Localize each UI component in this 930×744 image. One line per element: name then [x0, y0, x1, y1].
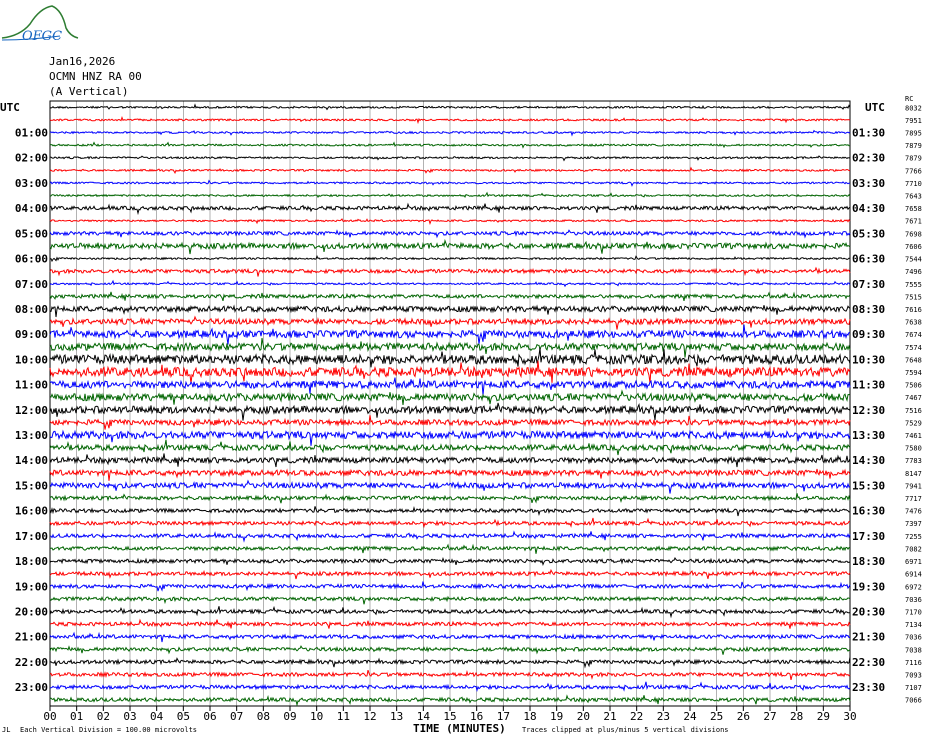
clip-note: Traces clipped at plus/minus 5 vertical divisions: [522, 726, 729, 734]
x-tick-label: 10: [310, 710, 324, 723]
scale-note: Each Vertical Division = 100.00 microvolts: [20, 726, 198, 734]
trace-count-label: 6914: [905, 570, 922, 579]
trace-count-label: 7710: [905, 179, 922, 188]
hour-label-left: 23:00: [14, 681, 48, 695]
trace-count-label: 7116: [905, 658, 922, 667]
trace-count-label: 7134: [905, 621, 922, 630]
x-tick-label: 24: [683, 710, 697, 723]
hour-label-right: 03:30: [852, 176, 886, 190]
x-tick-label: 04: [150, 710, 164, 723]
hour-label-right: 07:30: [852, 277, 886, 291]
hour-label-right: 09:30: [852, 328, 886, 342]
x-tick-label: 29: [816, 710, 830, 723]
x-tick-label: 00: [43, 710, 57, 723]
trace-count-label: 7036: [905, 633, 922, 642]
hour-label-right: 16:30: [852, 504, 886, 518]
trace-count-label: 7506: [905, 381, 922, 390]
x-tick-label: 30: [843, 710, 857, 723]
trace-count-header: RC: [905, 95, 914, 103]
hour-label-right: 15:30: [852, 479, 886, 493]
trace-count-label: 7107: [905, 684, 922, 693]
right-axis-title: UTC: [865, 101, 885, 114]
x-tick-label: 13: [390, 710, 404, 723]
trace-count-label: 8147: [905, 469, 922, 478]
hour-label-left: 21:00: [14, 630, 48, 644]
hour-label-left: 09:00: [14, 328, 48, 342]
trace-count-label: 7529: [905, 419, 922, 428]
hour-label-left: 15:00: [14, 479, 48, 493]
trace-count-label: 7066: [905, 696, 922, 705]
hour-label-right: 17:30: [852, 529, 886, 543]
hour-label-left: 02:00: [14, 151, 48, 165]
trace-count-label: 6971: [905, 558, 922, 567]
hour-label-right: 23:30: [852, 681, 886, 695]
trace-count-label: 7093: [905, 671, 922, 680]
hour-label-left: 16:00: [14, 504, 48, 518]
trace-count-label: 7895: [905, 129, 922, 138]
trace-count-label: 7467: [905, 394, 922, 403]
trace-count-label: 7082: [905, 545, 922, 554]
hour-label-right: 05:30: [852, 227, 886, 241]
trace-count-label: 7544: [905, 255, 922, 264]
hour-label-left: 03:00: [14, 176, 48, 190]
x-tick-label: 05: [176, 710, 190, 723]
trace-count-label: 7476: [905, 507, 922, 516]
x-tick-label: 27: [763, 710, 777, 723]
x-tick-label: 11: [336, 710, 350, 723]
trace-count-label: 7594: [905, 369, 922, 377]
x-tick-label: 14: [416, 710, 430, 723]
hour-label-right: 14:30: [852, 454, 886, 468]
logo-text: OFGC: [22, 29, 63, 44]
trace-count-label: 7658: [905, 205, 922, 214]
trace-count-label: 7717: [905, 495, 922, 503]
x-tick-label: 06: [203, 710, 217, 723]
hour-label-left: 22:00: [14, 655, 48, 669]
hour-label-right: 04:30: [852, 202, 886, 216]
component-label: (A Vertical): [49, 85, 129, 98]
hour-label-right: 11:30: [852, 378, 886, 392]
hour-label-right: 13:30: [852, 429, 886, 442]
hour-label-right: 06:30: [852, 252, 886, 266]
trace-count-label: 7951: [905, 116, 922, 125]
trace-count-label: 7638: [905, 318, 922, 327]
hour-label-left: 18:00: [14, 555, 48, 569]
x-tick-label: 12: [363, 710, 377, 723]
x-tick-label: 20: [576, 710, 590, 723]
x-tick-label: 01: [70, 710, 84, 723]
hour-label-right: 08:30: [852, 303, 886, 316]
hour-label-right: 18:30: [852, 555, 886, 569]
x-tick-label: 17: [496, 710, 510, 723]
trace-count-label: 7036: [905, 595, 922, 604]
trace-count-label: 6972: [905, 583, 922, 592]
trace-count-label: 7879: [905, 154, 922, 163]
hour-label-left: 05:00: [14, 227, 48, 241]
trace-count-label: 7170: [905, 608, 922, 617]
x-axis-label: TIME (MINUTES): [413, 722, 506, 735]
hour-label-left: 19:00: [14, 580, 48, 594]
hour-label-left: 17:00: [14, 529, 48, 543]
hour-label-left: 01:00: [14, 126, 48, 140]
record-date: Jan16,2026: [49, 55, 116, 68]
hour-label-left: 04:00: [14, 202, 48, 216]
trace-count-label: 7255: [905, 532, 922, 541]
left-axis-title: UTC: [0, 101, 20, 114]
hour-label-left: 06:00: [14, 252, 48, 266]
hour-label-right: 21:30: [852, 630, 886, 644]
hour-label-left: 12:00: [14, 403, 48, 417]
station-code: OCMN HNZ RA 00: [49, 70, 142, 83]
x-tick-label: 21: [603, 710, 617, 723]
hour-label-right: 12:30: [852, 403, 886, 417]
trace-count-label: 7616: [905, 306, 922, 314]
hour-label-left: 20:00: [14, 605, 48, 619]
x-tick-label: 25: [710, 710, 724, 723]
trace-count-label: 7397: [905, 520, 922, 529]
trace-count-label: 7580: [905, 444, 922, 453]
x-tick-label: 18: [523, 710, 537, 723]
x-tick-label: 23: [656, 710, 670, 723]
hour-label-left: 10:00: [14, 353, 48, 367]
x-tick-label: 22: [630, 710, 644, 723]
x-tick-label: 28: [790, 710, 804, 723]
trace-count-label: 7606: [905, 242, 922, 251]
hour-label-right: 02:30: [852, 151, 886, 165]
x-tick-label: 02: [96, 710, 110, 723]
x-tick-label: 07: [230, 710, 244, 723]
x-tick-label: 26: [736, 710, 750, 723]
trace-count-label: 7461: [905, 432, 922, 440]
trace-count-label: 7574: [905, 343, 922, 352]
x-tick-label: 03: [123, 710, 137, 723]
trace-count-label: 7648: [905, 356, 922, 365]
trace-count-label: 7671: [905, 217, 922, 226]
x-tick-label: 09: [283, 710, 297, 723]
trace-count-label: 7941: [905, 482, 922, 491]
trace-count-label: 7879: [905, 142, 922, 151]
trace-count-label: 7515: [905, 293, 922, 302]
trace-count-label: 7674: [905, 331, 922, 340]
hour-label-right: 22:30: [852, 655, 886, 669]
trace-count-label: 8032: [905, 104, 922, 113]
corner-mark: JL: [2, 726, 11, 734]
trace-count-label: 7698: [905, 230, 922, 239]
x-tick-label: 16: [470, 710, 484, 723]
trace-count-label: 7555: [905, 280, 922, 289]
trace-count-label: 7643: [905, 192, 922, 201]
hour-label-right: 20:30: [852, 605, 886, 619]
trace-count-label: 7783: [905, 457, 922, 466]
trace-count-label: 7766: [905, 167, 922, 176]
trace-count-label: 7496: [905, 268, 922, 277]
hour-label-right: 10:30: [852, 353, 886, 367]
hour-label-left: 11:00: [14, 378, 48, 392]
hour-label-left: 08:00: [14, 303, 48, 316]
x-tick-label: 15: [443, 710, 457, 723]
hour-label-left: 07:00: [14, 277, 48, 291]
trace-count-label: 7038: [905, 646, 922, 655]
x-tick-label: 08: [256, 710, 270, 723]
hour-label-right: 19:30: [852, 580, 886, 594]
hour-label-left: 13:00: [14, 429, 48, 442]
trace-count-label: 7516: [905, 406, 922, 415]
hour-label-left: 14:00: [14, 454, 48, 468]
hour-label-right: 01:30: [852, 126, 886, 140]
x-tick-label: 19: [550, 710, 564, 723]
